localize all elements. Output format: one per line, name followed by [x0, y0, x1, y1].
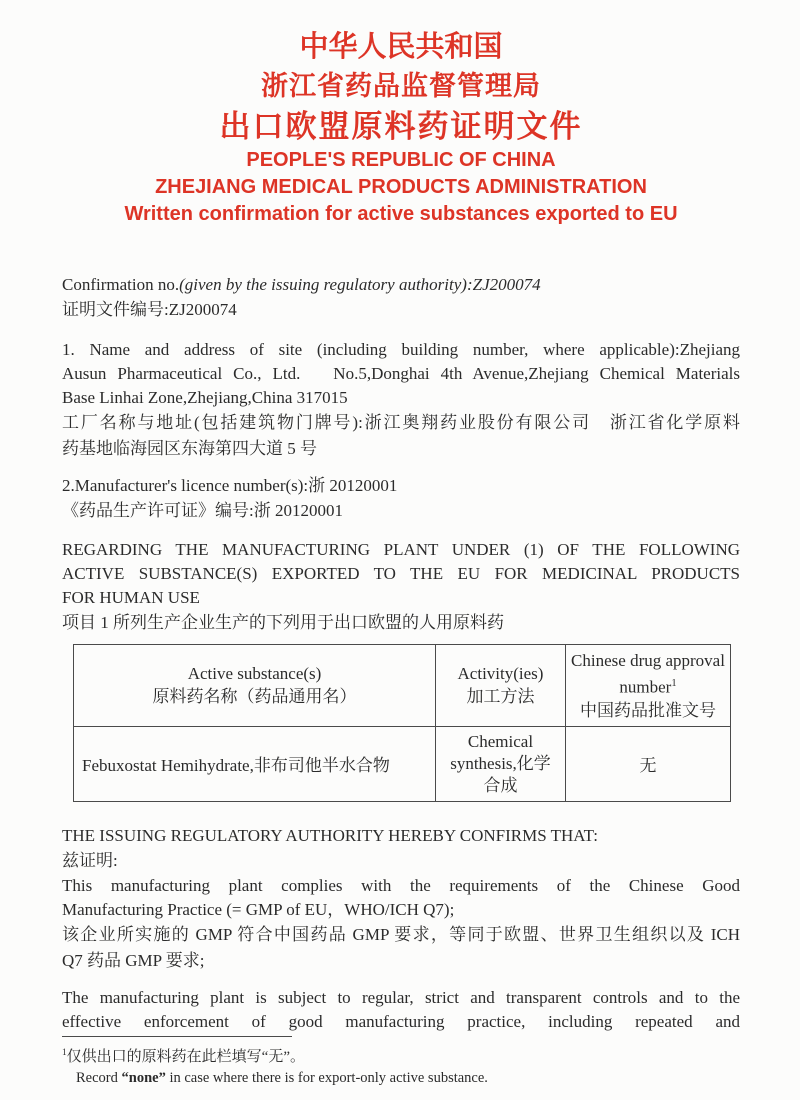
table-header-row	[74, 645, 731, 727]
regarding-line-2: ACTIVE SUBSTANCE(S) EXPORTED TO THE EU FOR MEDICINAL PRODUCTS	[62, 564, 740, 583]
controls-section	[62, 986, 740, 1034]
title-en-agency: ZHEJIANG MEDICAL PRODUCTS ADMINISTRATION	[155, 176, 647, 198]
substances-table	[73, 644, 731, 802]
confirms-line-1: THE ISSUING REGULATORY AUTHORITY HEREBY CONFIRMS THAT:	[62, 825, 598, 845]
title-zh-country: 中华人民共和国	[299, 31, 503, 63]
footnote-en-none: “none”	[121, 1069, 166, 1086]
confirmation-italic: (given by the issuing regulatory authority):ZJ200074	[179, 275, 541, 294]
licence-line-en: 2.Manufacturer's licence number(s):浙 20120001	[62, 476, 398, 495]
cell-substance: Febuxostat Hemihydrate,非布司他半水合物	[74, 726, 436, 801]
site-section	[62, 338, 740, 462]
header-approval-zh: 中国药品批准文号	[580, 700, 716, 720]
licence-line-zh: 《药品生产许可证》编号:浙 20120001	[62, 501, 343, 520]
footnote-ref-superscript: 1	[671, 678, 677, 689]
site-line-2: Ausun Pharmaceutical Co., Ltd. No.5,Donghai 4th Avenue,Zhejiang Chemical Materials	[62, 364, 740, 383]
title-zh-agency: 浙江省药品监督管理局	[261, 71, 541, 101]
regarding-line-4: 项目 1 所列生产企业生产的下列用于出口欧盟的人用原料药	[62, 613, 504, 632]
site-line-3: Base Linhai Zone,Zhejiang,China 317015	[62, 388, 348, 407]
site-line-1: 1. Name and address of site (including building number, where applicable):Zhejiang	[62, 340, 740, 359]
cell-activity: Chemical synthesis,化学合成	[436, 726, 566, 801]
licence-section	[62, 474, 740, 524]
footnote-zh-text: 仅供出口的原料药在此栏填写“无”。	[66, 1048, 305, 1065]
confirmation-line-en	[62, 273, 740, 297]
footnote-superscript: 1	[62, 1047, 67, 1058]
table-row	[74, 726, 731, 801]
letterhead	[62, 27, 740, 228]
confirmation-line-zh: 证明文件编号:ZJ200074	[62, 300, 237, 319]
header-activity-zh: 加工方法	[466, 687, 535, 707]
header-approval-en: Chinese drug approval number	[571, 651, 725, 697]
confirms-line-2: 兹证明:	[62, 850, 118, 870]
site-line-5: 药基地临海园区东海第四大道 5 号	[62, 439, 317, 458]
confirms-section	[62, 824, 740, 974]
footnote-en-prefix: Record	[76, 1069, 122, 1086]
confirms-line-5: 该企业所实施的 GMP 符合中国药品 GMP 要求，等同于欧盟、世界卫生组织以及 ICH	[62, 924, 740, 944]
header-activity-en: Activity(ies)	[457, 664, 544, 684]
title-zh-document: 出口欧盟原料药证明文件	[219, 109, 583, 144]
table-header-activity	[436, 645, 566, 727]
footnote	[62, 1036, 740, 1088]
footnote-divider	[62, 1036, 292, 1037]
header-substance-zh: 原料药名称（药品通用名）	[152, 687, 357, 707]
regarding-section	[62, 538, 740, 636]
title-en-country: PEOPLE'S REPUBLIC OF CHINA	[246, 149, 556, 171]
controls-line-1: The manufacturing plant is subject to regular, strict and transparent controls and to the	[62, 987, 740, 1007]
confirmation-prefix: Confirmation no.	[62, 275, 180, 294]
title-en-document: Written confirmation for active substances exported to EU	[124, 203, 678, 225]
table-header-approval	[566, 645, 731, 727]
confirms-line-4: Manufacturing Practice (= GMP of EU，WHO/ICH Q7);	[62, 899, 455, 919]
confirms-line-6: Q7 药品 GMP 要求;	[62, 950, 205, 970]
footnote-en-line	[62, 1068, 740, 1088]
controls-line-2: effective enforcement of good manufacturing practice, including repeated and	[62, 1011, 740, 1031]
header-substance-en: Active substance(s)	[187, 664, 322, 684]
table-header-substance	[74, 645, 436, 727]
regarding-line-1: REGARDING THE MANUFACTURING PLANT UNDER (1) OF THE FOLLOWING	[62, 540, 740, 559]
cell-approval: 无	[566, 726, 731, 801]
confirmation-number-section	[62, 273, 740, 323]
footnote-en-suffix: in case where there is for export-only active substance.	[165, 1069, 488, 1086]
footnote-zh-line	[62, 1043, 740, 1068]
confirms-line-3: This manufacturing plant complies with the requirements of the Chinese Good	[62, 875, 740, 895]
site-line-4: 工厂名称与地址(包括建筑物门牌号):浙江奥翔药业股份有限公司 浙江省化学原料	[62, 413, 740, 432]
regarding-line-3: FOR HUMAN USE	[62, 588, 200, 607]
